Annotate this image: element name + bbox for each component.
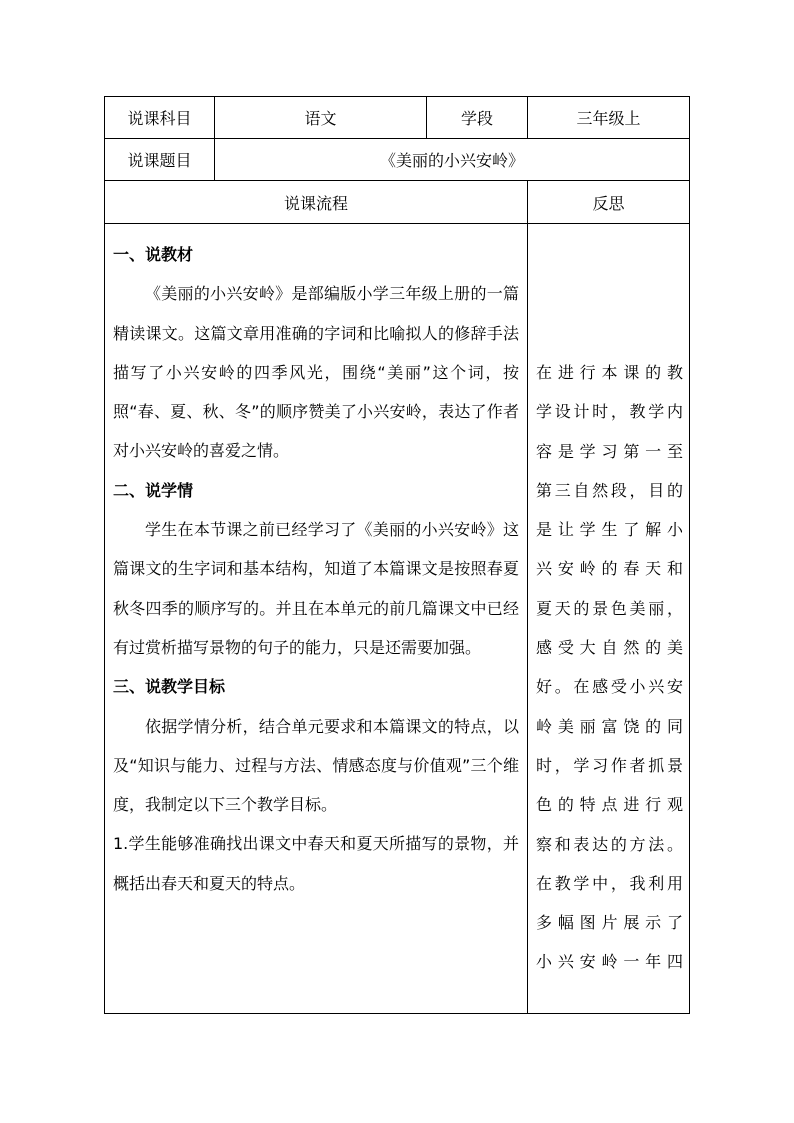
reflection-line: 感受大自然的美 [536, 638, 683, 658]
stage-value: 三年级上 [528, 97, 690, 139]
section2-text: 学生在本节课之前已经学习了《美丽的小兴安岭》这篇课文的生字词和基本结构，知道了本篇课文是按照春夏秋冬四季的顺序写的。并且在本单元的前几篇课文中已经有过赏析描写景物的句子的能力，只是还需要加强。 [113, 520, 519, 657]
process-content [105, 224, 527, 903]
goal-1: 1.学生能够准确找出课文中春天和夏天所描写的景物，并概括出春天和夏天的特点。 [113, 834, 519, 893]
lesson-title: 《美丽的小兴安岭》 [215, 139, 690, 181]
lesson-plan-table [104, 96, 690, 1014]
reflection-line: 兴安岭的春天和 [536, 559, 683, 579]
reflection-cell [528, 224, 690, 1014]
reflection-line: 时，学习作者抓景 [536, 755, 683, 775]
reflection-line: 在教学中，我利用 [536, 873, 683, 893]
reflection-line: 第三自然段，目的 [536, 480, 683, 500]
reflection-line: 多幅图片展示了 [536, 913, 683, 933]
process-cell [105, 224, 528, 1014]
content-row [105, 224, 690, 1014]
reflection-header: 反思 [528, 181, 690, 224]
title-label: 说课题目 [105, 139, 215, 181]
section1-heading: 一、说教材 [113, 245, 194, 264]
subject-label: 说课科目 [105, 97, 215, 139]
reflection-line: 岭美丽富饶的同 [536, 716, 683, 736]
process-header: 说课流程 [105, 181, 528, 224]
reflection-line: 察和表达的方法。 [536, 834, 683, 854]
section2-heading: 二、说学情 [113, 480, 194, 500]
reflection-line: 是让学生了解小 [536, 520, 683, 540]
header-row [105, 181, 690, 224]
reflection-line: 在进行本课的教 [536, 363, 683, 382]
section1-text: 《美丽的小兴安岭》是部编版小学三年级上册的一篇精读课文。这篇文章用准确的字词和比喻拟人的修辞手法描写了小兴安岭的四季风光，围绕“美丽”这个词，按照“春、夏、秋、冬”的顺序赞美了小兴安岭，表达了作者对小兴安岭的喜爱之情。 [113, 284, 519, 461]
reflection-line: 学设计时，教学内 [536, 402, 683, 422]
stage-label: 学段 [427, 97, 528, 139]
subject-value: 语文 [215, 97, 427, 139]
reflection-line: 夏天的景色美丽， [536, 598, 683, 618]
section3-text: 依据学情分析，结合单元要求和本篇课文的特点，以及“知识与能力、过程与方法、情感态度与价值观”三个维度，我制定以下三个教学目标。 [113, 716, 519, 815]
section3-heading: 三、说教学目标 [113, 677, 226, 697]
reflection-line: 小兴安岭一年四 [536, 952, 683, 972]
subject-row [105, 97, 690, 139]
reflection-line: 容是学习第一至 [536, 441, 683, 461]
reflection-content [528, 224, 689, 982]
title-row [105, 139, 690, 181]
reflection-line: 好。在感受小兴安 [536, 677, 683, 697]
reflection-line: 色的特点进行观 [536, 795, 683, 815]
